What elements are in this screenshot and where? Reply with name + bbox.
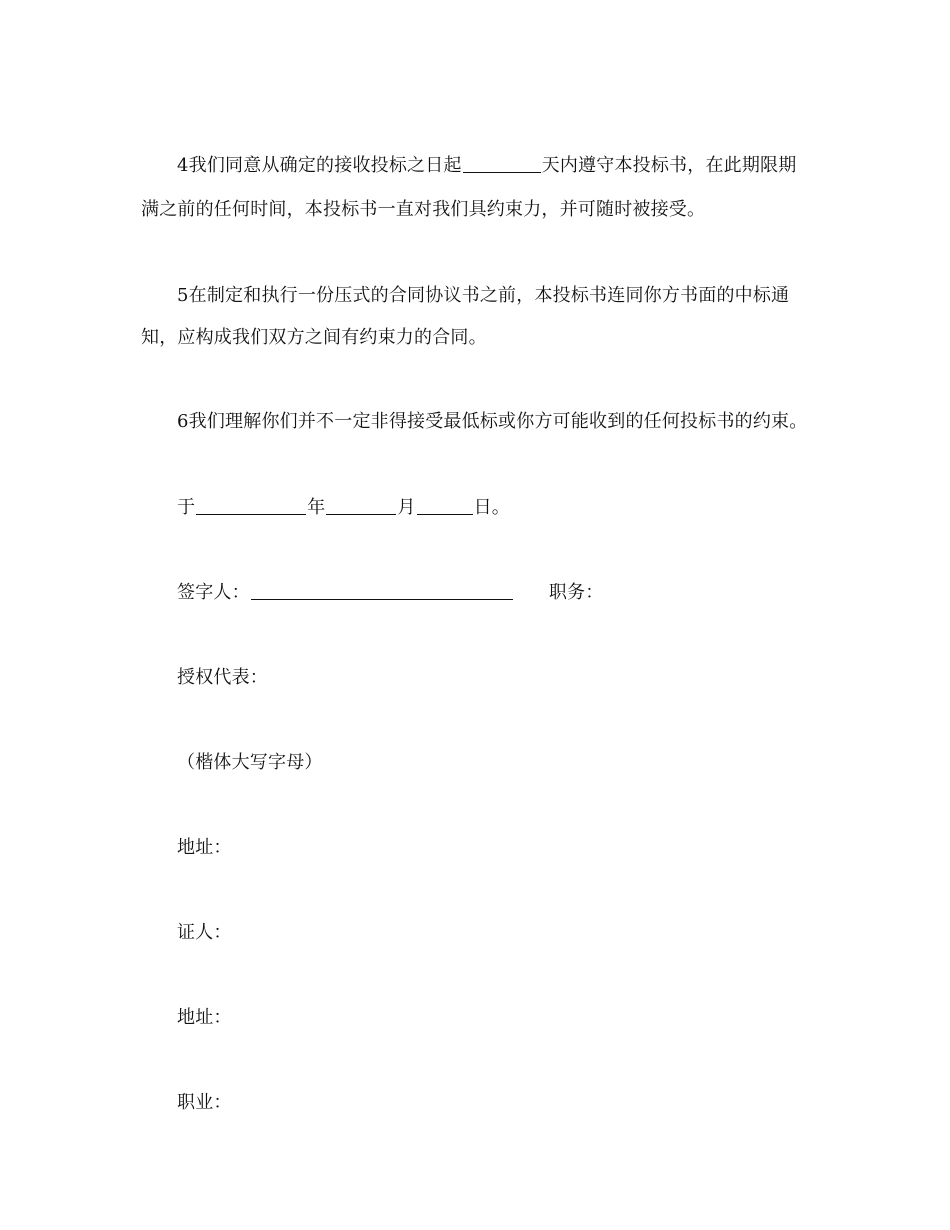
paragraph-4-text-b: 天内遵守本投标书，在此期限期 [541, 155, 797, 176]
signature-blank[interactable] [251, 581, 513, 600]
authorized-rep-label: 授权代表： [177, 667, 268, 688]
signature-line [141, 571, 857, 615]
day-label: 日。 [473, 497, 511, 518]
date-prefix: 于 [177, 497, 196, 518]
paragraph-5-line-1: 5在制定和执行一份压式的合同协议书之前，本投标书连同你方书面的中标通 [177, 285, 790, 306]
day-blank[interactable] [417, 496, 473, 515]
paragraph-6-line-1: 6我们理解你们并不一定非得接受最低标或你方可能收到的任何投标书的约束。 [177, 411, 808, 432]
title-label: 职务： [548, 582, 604, 603]
block-letters-note: （楷体大写字母） [177, 752, 323, 773]
year-label: 年 [307, 497, 326, 518]
paragraph-4-line-1 [141, 144, 857, 188]
witness-label: 证人： [177, 922, 232, 943]
year-blank[interactable] [196, 496, 306, 515]
days-blank[interactable] [463, 154, 541, 173]
date-line [141, 486, 857, 530]
signer-label: 签字人： [177, 582, 250, 603]
paragraph-4-line-2: 满之前的任何时间，本投标书一直对我们具约束力，并可随时被接受。 [141, 199, 706, 220]
month-label: 月 [397, 497, 416, 518]
paragraph-4-text-a: 4我们同意从确定的接收投标之日起 [177, 155, 462, 176]
occupation-label: 职业： [177, 1092, 232, 1113]
paragraph-5-line-2: 知，应构成我们双方之间有约束力的合同。 [141, 327, 487, 348]
month-blank[interactable] [326, 496, 396, 515]
address-label-1: 地址： [177, 837, 232, 858]
address-label-2: 地址： [177, 1007, 232, 1028]
